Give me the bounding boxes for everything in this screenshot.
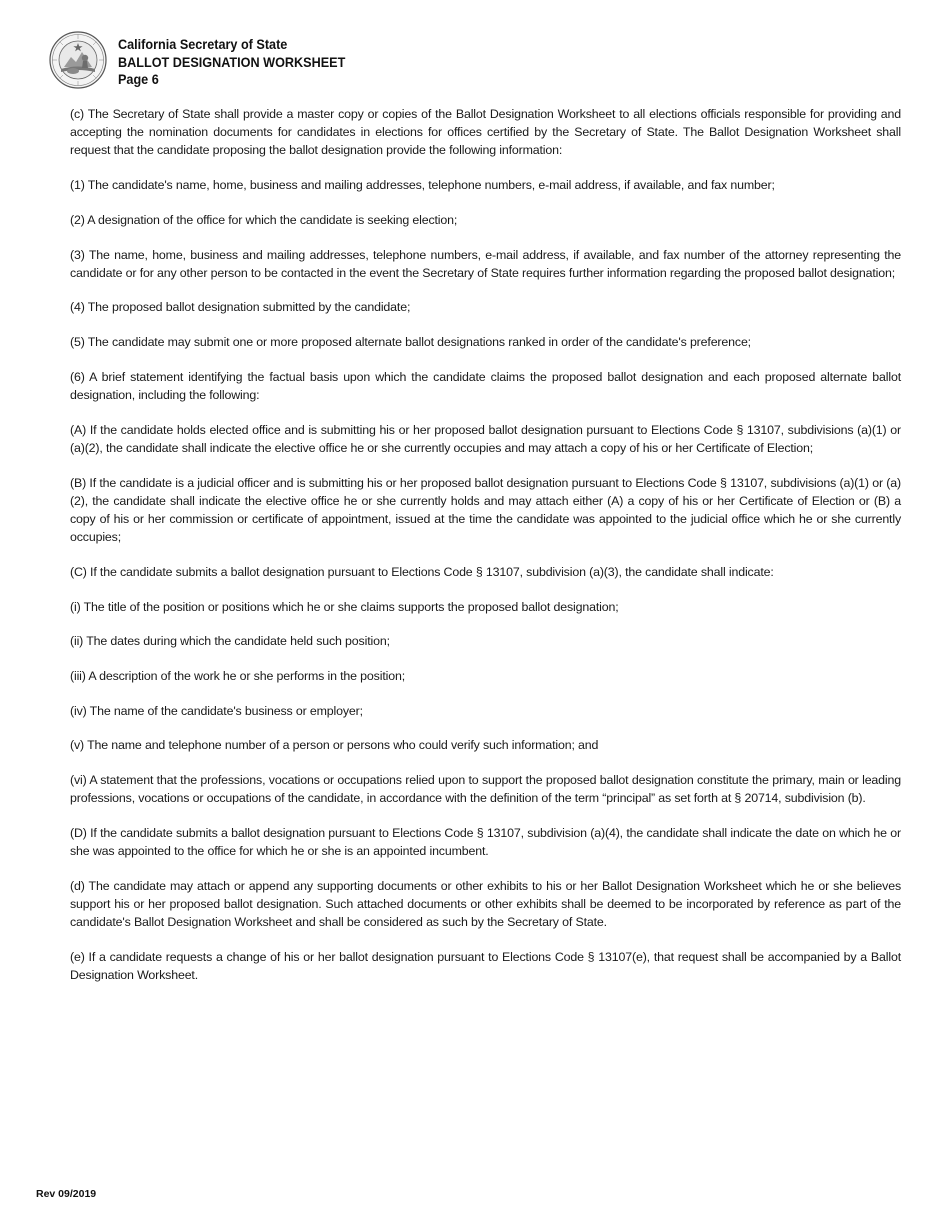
paragraph-vi: (vi) A statement that the professions, vocations or occupations relied upon to support the proposed ballot designation constitute the primary, main or leading professions, vocations or occupations of the candidate, in accordance with the definition of the term “principal” as set forth at § 20714, subdivision (b). <box>70 773 901 806</box>
document-body <box>70 105 901 985</box>
california-state-seal-icon <box>49 31 107 89</box>
paragraph-4: (4) The proposed ballot designation submitted by the candidate; <box>70 300 411 315</box>
paragraph-iii: (iii) A description of the work he or she performs in the position; <box>70 669 405 684</box>
paragraph-D: (D) If the candidate submits a ballot designation pursuant to Elections Code § 13107, subdivision (a)(4), the candidate shall indicate the date on which he or she was appointed to the office for which he or she is an appointed incumbent. <box>70 826 901 859</box>
paragraph-5: (5) The candidate may submit one or more proposed alternate ballot designations ranked in order of the candidate's preference; <box>70 335 751 350</box>
paragraph-C: (C) If the candidate submits a ballot designation pursuant to Elections Code § 13107, subdivision (a)(3), the candidate shall indicate: <box>70 564 774 579</box>
page-number: Page 6 <box>118 72 159 87</box>
paragraph-c: (c) The Secretary of State shall provide a master copy or copies of the Ballot Designation Worksheet to all elections officials responsible for providing and accepting the nomination documents for candidates in elections for offices certified by the Secretary of State. The Ballot Designation Worksheet shall request that the candidate proposing the ballot designation provide the following information: <box>70 107 901 158</box>
document-header <box>118 36 345 89</box>
paragraph-3: (3) The name, home, business and mailing addresses, telephone numbers, e-mail address, if available, and fax number of the attorney representing the candidate or for any other person to be contacted in the event the Secretary of State requires further information regarding the proposed ballot designation; <box>70 247 901 280</box>
paragraph-A: (A) If the candidate holds elected office and is submitting his or her proposed ballot designation pursuant to Elections Code § 13107, subdivisions (a)(1) or (a)(2), the candidate shall indicate the elective office he or she currently occupies and may attach a copy of his or her Certificate of Election; <box>70 422 901 455</box>
paragraph-2: (2) A designation of the office for which the candidate is seeking election; <box>70 212 458 227</box>
paragraph-B: (B) If the candidate is a judicial officer and is submitting his or her proposed ballot designation pursuant to Elections Code § 13107, subdivisions (a)(1) or (a)(2), the candidate shall indicate the elective office he or she currently holds and may attach either (A) a copy of his or her Certificate of Election or (B) a copy of his or her commission or certificate of appointment, issued at the time the candidate was appointed to the judicial office which he or she currently occupies; <box>70 475 901 545</box>
paragraph-6: (6) A brief statement identifying the factual basis upon which the candidate claims the proposed ballot designation and each proposed alternate ballot designation, including the following: <box>70 369 901 403</box>
paragraph-d: (d) The candidate may attach or append any supporting documents or other exhibits to his or her Ballot Designation Worksheet which he or she believes support his or her proposed ballot designation. Such attached documents or other exhibits shall be deemed to be incorporated by reference as part of the candidate's Ballot Designation Worksheet and shall be considered as such by the Secretary of State. <box>70 878 901 930</box>
revision-label: Rev 09/2019 <box>36 1188 97 1200</box>
paragraph-1: (1) The candidate's name, home, business and mailing addresses, telephone numbers, e-mail address, if available, and fax number; <box>70 178 775 193</box>
worksheet-title: BALLOT DESIGNATION WORKSHEET <box>118 54 346 70</box>
issuer-title: California Secretary of State <box>118 37 288 52</box>
paragraph-iv: (iv) The name of the candidate's business or employer; <box>70 703 363 718</box>
paragraph-v: (v) The name and telephone number of a person or persons who could verify such information; and <box>70 738 599 753</box>
paragraph-ii: (ii) The dates during which the candidate held such position; <box>70 634 390 649</box>
paragraph-i: (i) The title of the position or positions which he or she claims supports the proposed ballot designation; <box>70 599 619 614</box>
paragraph-e: (e) If a candidate requests a change of his or her ballot designation pursuant to Elections Code § 13107(e), that request shall be accompanied by a Ballot Designation Worksheet. <box>70 950 901 983</box>
